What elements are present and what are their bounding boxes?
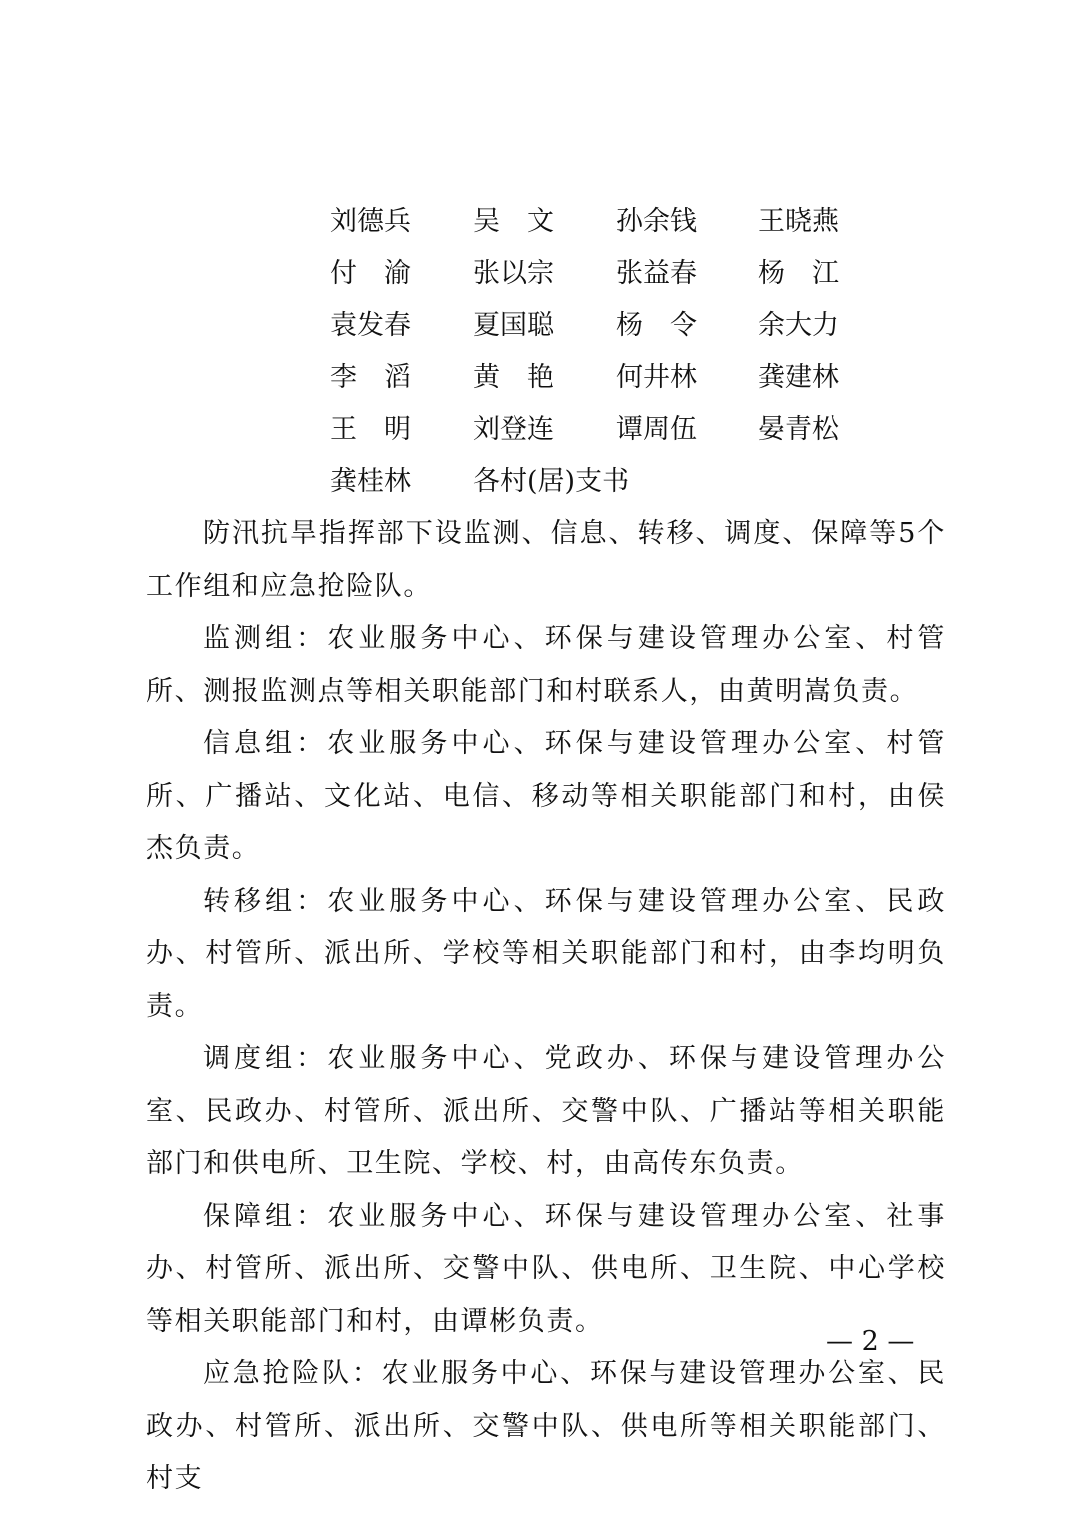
member-name: 李 滔 <box>330 362 411 393</box>
member-name: 龚建林 <box>758 362 839 393</box>
member-name: 王 明 <box>330 414 411 445</box>
name-row <box>330 456 950 508</box>
member-name-village-secretaries: 各村(居)支书 <box>473 466 630 497</box>
member-name: 龚桂林 <box>330 466 411 497</box>
paragraph-monitoring-group: 监测组：农业服务中心、环保与建设管理办公室、村管所、测报监测点等相关职能部门和村联系人，由黄明嵩负责。 <box>146 623 946 707</box>
name-row <box>330 248 950 300</box>
name-row <box>330 404 950 456</box>
page-number: — 2 — <box>826 1326 915 1357</box>
member-name: 夏国聪 <box>473 310 554 341</box>
paragraph-information-group: 信息组：农业服务中心、环保与建设管理办公室、村管所、广播站、文化站、电信、移动等相关职能部门和村，由侯杰负责。 <box>146 728 946 864</box>
member-name: 杨 令 <box>616 310 697 341</box>
paragraph-dispatch-group: 调度组：农业服务中心、党政办、环保与建设管理办公室、民政办、村管所、派出所、交警中队、广播站等相关职能部门和供电所、卫生院、学校、村，由高传东负责。 <box>146 1043 946 1179</box>
member-name: 王晓燕 <box>758 206 839 237</box>
member-name-list <box>330 196 950 508</box>
member-name: 张益春 <box>616 258 697 289</box>
member-name: 孙余钱 <box>616 206 697 237</box>
member-name: 何井林 <box>616 362 697 393</box>
member-name: 张以宗 <box>473 258 554 289</box>
paragraph-transfer-group: 转移组：农业服务中心、环保与建设管理办公室、民政办、村管所、派出所、学校等相关职能部门和村，由李均明负责。 <box>146 885 946 1022</box>
member-name: 谭周伍 <box>616 414 697 445</box>
paragraph-emergency-team: 应急抢险队：农业服务中心、环保与建设管理办公室、民政办、村管所、派出所、交警中队、供电所等相关职能部门、村支 <box>146 1358 946 1494</box>
name-row <box>330 300 950 352</box>
paragraph-support-group: 保障组：农业服务中心、环保与建设管理办公室、社事办、村管所、派出所、交警中队、供电所、卫生院、中心学校等相关职能部门和村，由谭彬负责。 <box>146 1200 946 1337</box>
member-name: 黄 艳 <box>473 362 554 393</box>
member-name: 余大力 <box>758 310 839 341</box>
name-row <box>330 352 950 404</box>
member-name: 吴 文 <box>473 206 554 237</box>
member-name: 刘德兵 <box>330 206 411 237</box>
member-name: 杨 江 <box>758 258 839 289</box>
paragraph-overview: 防汛抗旱指挥部下设监测、信息、转移、调度、保障等5个工作组和应急抢险队。 <box>146 518 946 602</box>
member-name: 晏青松 <box>758 414 839 445</box>
member-name: 袁发春 <box>330 310 411 341</box>
name-row <box>330 196 950 248</box>
member-name: 刘登连 <box>473 414 554 445</box>
member-name: 付 渝 <box>330 258 411 289</box>
